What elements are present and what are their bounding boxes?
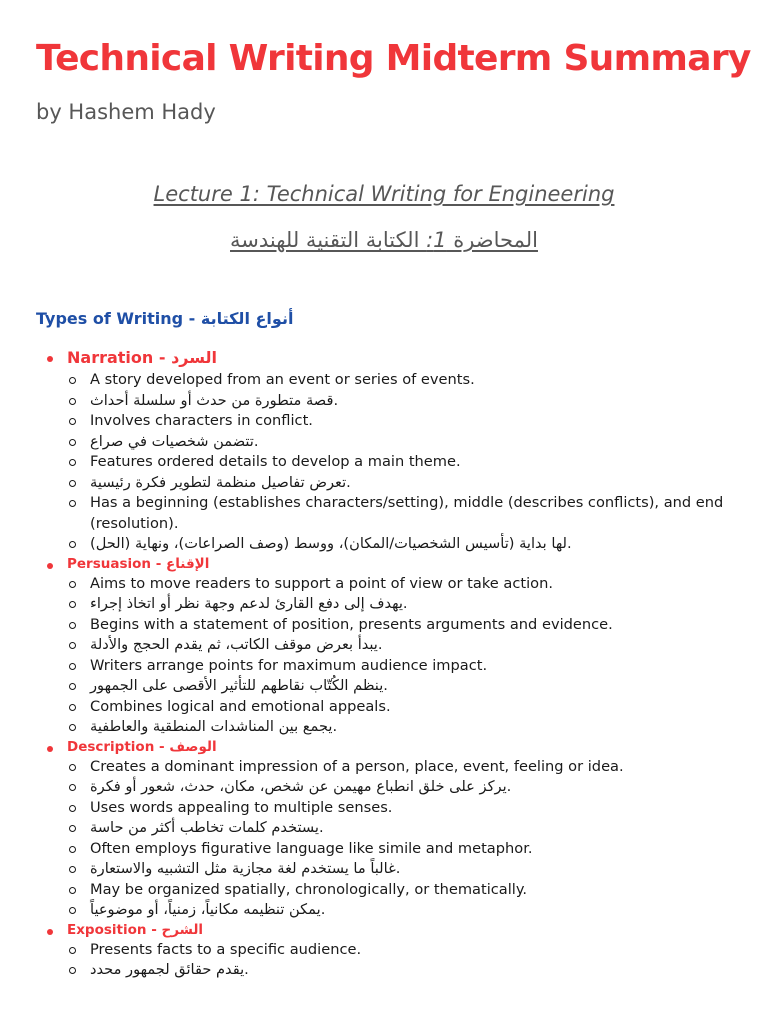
bullet-circle	[69, 622, 76, 629]
lecture-title-english: Lecture 1: Technical Writing for Engineering	[153, 182, 615, 206]
list-item: Combines logical and emotional appeals.	[0, 697, 768, 718]
list-item: Features ordered details to develop a main theme.	[0, 452, 768, 473]
type-items	[0, 370, 768, 555]
list-item: A story developed from an event or series of events.	[0, 370, 768, 391]
list-item: Begins with a statement of position, presents arguments and evidence.	[0, 615, 768, 636]
bullet-circle	[69, 663, 76, 670]
bullet-circle	[69, 581, 76, 588]
type-items	[0, 757, 768, 921]
list-item: تتضمن شخصيات في صراع.	[0, 432, 768, 453]
bullet-circle	[69, 805, 76, 812]
list-item: يهدف إلى دفع القارئ لدعم وجهة نظر أو اتخاذ إجراء.	[0, 594, 768, 615]
list-item: لها بداية (تأسيس الشخصيات/المكان)، ووسط (وصف الصراعات)، ونهاية (الحل).	[0, 534, 768, 555]
lecture-title-arabic	[0, 228, 768, 252]
bullet-circle	[69, 784, 76, 791]
bullet-dot	[47, 929, 53, 935]
bullet-circle	[69, 500, 76, 507]
bullet-circle	[69, 866, 76, 873]
list-item: Involves characters in conflict.	[0, 411, 768, 432]
author-line: by Hashem Hady	[36, 100, 216, 124]
bullet-circle	[69, 439, 76, 446]
list-item: تعرض تفاصيل منظمة لتطوير فكرة رئيسية.	[0, 473, 768, 494]
type-label: Narration - السرد	[67, 348, 217, 367]
type-exposition	[0, 921, 768, 981]
list-item: Writers arrange points for maximum audience impact.	[0, 656, 768, 677]
lecture-arabic-number: 1:	[426, 228, 447, 252]
document-title: Technical Writing Midterm Summary	[36, 38, 751, 79]
lecture-arabic-suffix: الكتابة التقنية للهندسة	[230, 228, 427, 252]
bullet-circle	[69, 947, 76, 954]
list-item: Has a beginning (establishes characters/setting), middle (describes conflicts), and end (resolution).	[0, 493, 768, 534]
list-item: قصة متطورة من حدث أو سلسلة أحداث.	[0, 391, 768, 412]
list-item: يركز على خلق انطباع مهيمن عن شخص، مكان، حدث، شعور أو فكرة.	[0, 777, 768, 798]
bullet-circle	[69, 846, 76, 853]
bullet-dot	[47, 356, 53, 362]
list-item: Creates a dominant impression of a person, place, event, feeling or idea.	[0, 757, 768, 778]
bullet-circle	[69, 683, 76, 690]
type-label: Exposition - الشرح	[67, 921, 204, 938]
list-item: يقدم حقائق لجمهور محدد.	[0, 960, 768, 981]
list-item: Presents facts to a specific audience.	[0, 940, 768, 961]
list-item: Aims to move readers to support a point of view or take action.	[0, 574, 768, 595]
bullet-circle	[69, 642, 76, 649]
bullet-circle	[69, 887, 76, 894]
type-description	[0, 738, 768, 921]
bullet-circle	[69, 377, 76, 384]
bullet-circle	[69, 541, 76, 548]
writing-types-list	[0, 346, 768, 981]
bullet-circle	[69, 601, 76, 608]
bullet-circle	[69, 704, 76, 711]
bullet-circle	[69, 967, 76, 974]
list-item: Often employs figurative language like simile and metaphor.	[0, 839, 768, 860]
list-item: يمكن تنظيمه مكانياً، زمنياً، أو موضوعياً.	[0, 900, 768, 921]
bullet-circle	[69, 907, 76, 914]
bullet-circle	[69, 418, 76, 425]
bullet-circle	[69, 480, 76, 487]
list-item: يستخدم كلمات تخاطب أكثر من حاسة.	[0, 818, 768, 839]
bullet-circle	[69, 459, 76, 466]
list-item: ينظم الكُتّاب نقاطهم للتأثير الأقصى على الجمهور.	[0, 676, 768, 697]
type-label: Persuasion - الإقناع	[67, 555, 210, 572]
list-item: May be organized spatially, chronologically, or thematically.	[0, 880, 768, 901]
list-item: Uses words appealing to multiple senses.	[0, 798, 768, 819]
type-label: Description - الوصف	[67, 738, 217, 755]
type-items	[0, 574, 768, 738]
list-item: يبدأ بعرض موقف الكاتب، ثم يقدم الحجج والأدلة.	[0, 635, 768, 656]
type-narration	[0, 346, 768, 555]
list-item: يجمع بين المناشدات المنطقية والعاطفية.	[0, 717, 768, 738]
lecture-arabic-prefix: المحاضرة	[446, 228, 538, 252]
bullet-circle	[69, 724, 76, 731]
section-heading: Types of Writing - أنواع الكتابة	[36, 309, 294, 328]
bullet-circle	[69, 764, 76, 771]
bullet-circle	[69, 825, 76, 832]
bullet-dot	[47, 563, 53, 569]
bullet-circle	[69, 398, 76, 405]
type-items	[0, 940, 768, 981]
type-persuasion	[0, 555, 768, 738]
list-item: غالباً ما يستخدم لغة مجازية مثل التشبيه والاستعارة.	[0, 859, 768, 880]
bullet-dot	[47, 746, 53, 752]
